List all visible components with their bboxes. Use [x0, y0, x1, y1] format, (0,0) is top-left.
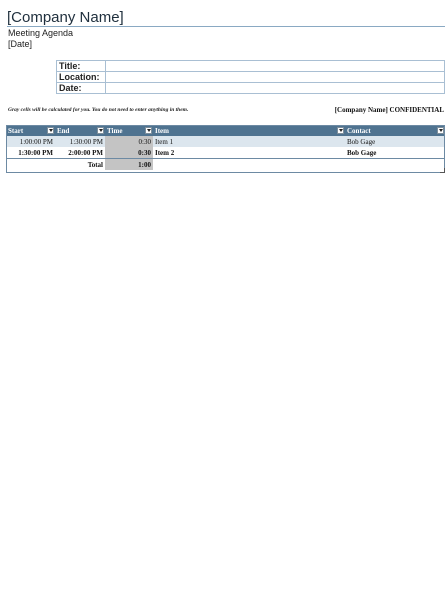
contact-cell[interactable]: Bob Gage	[345, 147, 445, 159]
time-cell: 0:30	[105, 136, 153, 147]
filter-dropdown-icon[interactable]	[47, 127, 54, 134]
location-field[interactable]	[106, 72, 445, 83]
agenda-header-row	[6, 125, 445, 136]
start-cell[interactable]: 1:30:00 PM	[6, 147, 55, 159]
item-cell[interactable]: Item 2	[153, 147, 345, 159]
time-cell: 0:30	[105, 147, 153, 159]
end-cell[interactable]: 1:30:00 PM	[55, 136, 105, 147]
date-placeholder: [Date]	[8, 39, 33, 49]
info-row-date	[57, 83, 445, 94]
instruction-note: Gray cells will be calculated for you. You do not need to enter anything in them.	[8, 107, 189, 113]
table-row	[6, 136, 445, 147]
column-header-contact: Contact	[345, 125, 445, 136]
empty-cell	[6, 159, 55, 171]
item-cell[interactable]: Item 1	[153, 136, 345, 147]
total-label: Total	[55, 159, 105, 171]
info-label: Title:	[57, 61, 106, 72]
start-cell[interactable]: 1:00:00 PM	[6, 136, 55, 147]
end-cell[interactable]: 2:00:00 PM	[55, 147, 105, 159]
filter-dropdown-icon[interactable]	[437, 127, 444, 134]
total-time: 1:00	[105, 159, 153, 171]
info-label: Location:	[57, 72, 106, 83]
empty-cell	[345, 159, 445, 171]
title-field[interactable]	[106, 61, 445, 72]
empty-cell	[153, 159, 345, 171]
total-row	[6, 159, 445, 171]
table-resize-handle[interactable]	[440, 168, 445, 173]
date-field[interactable]	[106, 83, 445, 94]
column-header-end: End	[55, 125, 105, 136]
table-row	[6, 147, 445, 159]
column-header-start: Start	[6, 125, 55, 136]
filter-dropdown-icon[interactable]	[145, 127, 152, 134]
confidential-label: [Company Name] CONFIDENTIAL	[334, 106, 444, 114]
contact-cell[interactable]: Bob Gage	[345, 136, 445, 147]
info-row-location	[57, 72, 445, 83]
agenda-table	[6, 125, 445, 170]
info-row-title	[57, 61, 445, 72]
info-label: Date:	[57, 83, 106, 94]
filter-dropdown-icon[interactable]	[97, 127, 104, 134]
page-title: Meeting Agenda	[8, 28, 74, 38]
filter-dropdown-icon[interactable]	[337, 127, 344, 134]
column-header-time: Time	[105, 125, 153, 136]
column-header-item: Item	[153, 125, 345, 136]
company-name: [Company Name]	[7, 9, 445, 27]
meeting-info-table	[56, 60, 445, 94]
